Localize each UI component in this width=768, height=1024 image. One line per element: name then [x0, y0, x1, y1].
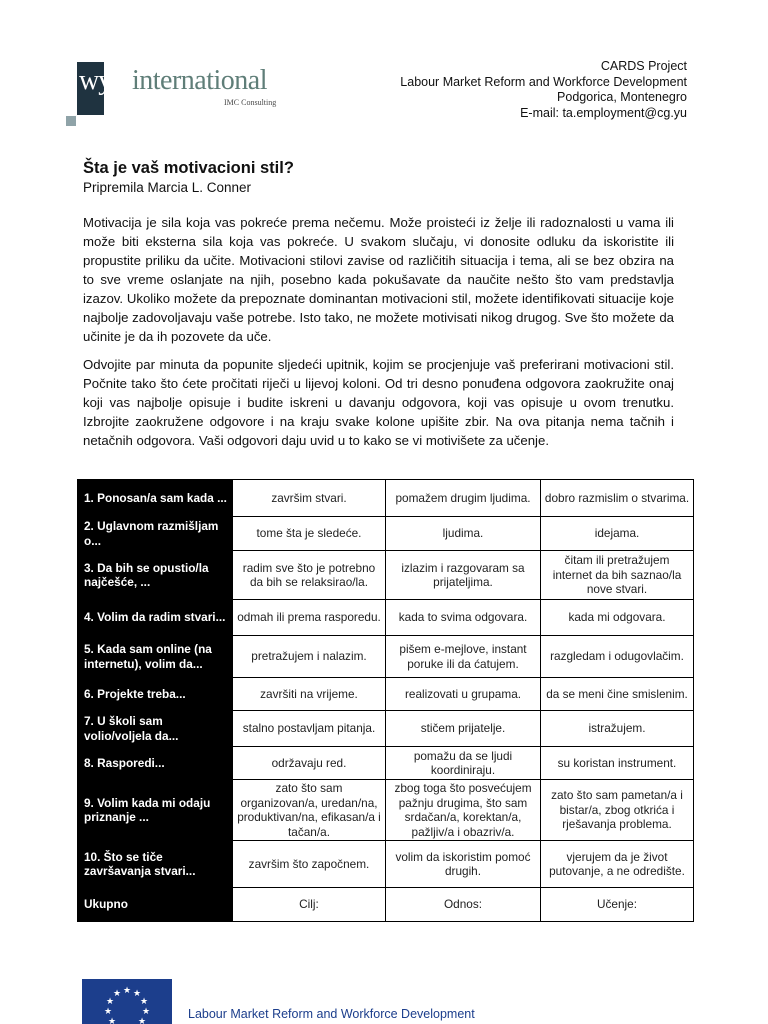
- answer-goal-cell[interactable]: zato što sam organizovan/a, uredan/na, produktivan/na, efikasan/a i tačan/a.: [233, 780, 386, 841]
- answer-relation-cell[interactable]: pišem e-mejlove, instant poruke ili da ćatujem.: [386, 636, 541, 678]
- table-row: [78, 678, 694, 711]
- svg-text:★: ★: [107, 1017, 117, 1024]
- svg-text:★: ★: [139, 997, 149, 1007]
- answer-learning-cell[interactable]: su koristan instrument.: [541, 747, 694, 780]
- intro-paragraph: Motivacija je sila koja vas pokreće prema nečemu. Može proisteći iz želje ili radoznalosti u vama ili može biti eksterna sila koja vas pokreće. U svakom slučaju, vi donosite odluku da iskoristite ili propustite priliku da učite. Motivacioni stilovi zavise od različitih situacija i tema, ali se bez obzira na to sve vreme oslanjate na njih, posebno kada pokušavate da naučite nešto što vam predstavlja izazov. Ukoliko možete da prepoznate dominantan motivacioni stil, možete identifikovati situacije koje najbolje zadovoljavaju vaše potrebe. Isto tako, ne možete motivisati nikog drugog. Sve što možete da učinite je da ih pozovete da uče.: [83, 215, 674, 344]
- answer-goal-cell[interactable]: završim što započnem.: [233, 841, 386, 888]
- company-logo: [66, 60, 281, 128]
- svg-text:★: ★: [132, 989, 142, 999]
- header-project: CARDS Project: [600, 59, 687, 73]
- svg-text:★: ★: [122, 986, 132, 996]
- document-author: Pripremila Marcia L. Conner: [83, 180, 252, 195]
- table-row: [78, 841, 694, 888]
- question-cell: 5. Kada sam online (na internetu), volim da...: [78, 636, 233, 678]
- table-row: [78, 480, 694, 517]
- answer-relation-cell[interactable]: izlazim i razgovaram sa prijateljima.: [386, 551, 541, 600]
- header-program: Labour Market Reform and Workforce Development: [400, 74, 687, 89]
- answer-learning-cell[interactable]: da se meni čine smislenim.: [541, 678, 694, 711]
- answer-relation-cell[interactable]: volim da iskoristim pomoć drugih.: [386, 841, 541, 888]
- answer-relation-cell[interactable]: ljudima.: [386, 517, 541, 551]
- question-cell: 10. Što se tiče završavanja stvari...: [78, 841, 233, 888]
- instructions-paragraph: Odvojite par minuta da popunite sljedeći upitnik, kojim se procjenjuje vaš preferirani motivacioni stil. Počnite tako što ćete pročitati riječi u lijevoj koloni. Od tri desno ponuđena odgovora zaokružite onaj koji vas najbolje opisuje i budite iskreni u davanju odgovora, koji vas opisuje u ovom trenutku. Izbrojite zaokružene odgovore i na kraju svake kolone upišite zbir. Na ova pitanja nema tačnih i netačnih odgovora. Vaši odgovori daju uvid u to kako se vi motivišete za učenje.: [83, 357, 674, 448]
- total-row: [78, 888, 694, 922]
- answer-learning-cell[interactable]: kada mi odgovara.: [541, 600, 694, 636]
- table-row: [78, 780, 694, 841]
- total-label: Ukupno: [78, 888, 233, 922]
- table-row: [78, 551, 694, 600]
- answer-learning-cell[interactable]: dobro razmislim o stvarima.: [541, 480, 694, 517]
- answer-learning-cell[interactable]: razgledam i odugovlačim.: [541, 636, 694, 678]
- table-row: [78, 600, 694, 636]
- question-cell: 9. Volim kada mi odaju priznanje ...: [78, 780, 233, 841]
- answer-goal-cell[interactable]: odmah ili prema rasporedu.: [233, 600, 386, 636]
- answer-relation-cell[interactable]: kada to svima odgovara.: [386, 600, 541, 636]
- answer-relation-cell[interactable]: realizovati u grupama.: [386, 678, 541, 711]
- logo-wyg-text: wyg: [79, 65, 125, 96]
- table-row: [78, 711, 694, 747]
- question-cell: 2. Uglavnom razmišljam o...: [78, 517, 233, 551]
- header-location: Podgorica, Montenegro: [557, 90, 687, 104]
- question-cell: 6. Projekte treba...: [78, 678, 233, 711]
- svg-text:★: ★: [103, 1007, 113, 1017]
- answer-learning-cell[interactable]: idejama.: [541, 517, 694, 551]
- footer-text: Labour Market Reform and Workforce Development: [188, 1007, 475, 1021]
- document-title: Šta je vaš motivacioni stil?: [83, 159, 294, 177]
- question-cell: 7. U školi sam volio/voljela da...: [78, 711, 233, 747]
- table-row: [78, 636, 694, 678]
- answer-learning-cell[interactable]: vjerujem da je život putovanje, a ne odredište.: [541, 841, 694, 888]
- logo-small-square: [66, 116, 76, 126]
- eu-flag-logo: [82, 979, 172, 1024]
- answer-relation-cell[interactable]: zbog toga što posvećujem pažnju drugima, što sam srdačan/a, korektan/a, pažljiv/a i obazriv/a.: [386, 780, 541, 841]
- answer-goal-cell[interactable]: završiti na vrijeme.: [233, 678, 386, 711]
- logo-tagline: IMC Consulting: [224, 98, 277, 107]
- table-row: [78, 747, 694, 780]
- project-header: [400, 59, 687, 121]
- answer-goal-cell[interactable]: stalno postavljam pitanja.: [233, 711, 386, 747]
- answer-relation-cell[interactable]: stičem prijatelje.: [386, 711, 541, 747]
- answer-goal-cell[interactable]: završim stvari.: [233, 480, 386, 517]
- question-cell: 8. Rasporedi...: [78, 747, 233, 780]
- question-cell: 1. Ponosan/a sam kada ...: [78, 480, 233, 517]
- questionnaire-table: [77, 479, 694, 922]
- question-cell: 4. Volim da radim stvari...: [78, 600, 233, 636]
- answer-goal-cell[interactable]: održavaju red.: [233, 747, 386, 780]
- question-cell: 3. Da bih se opustio/la najčešće, ...: [78, 551, 233, 600]
- answer-goal-cell[interactable]: tome šta je sledeće.: [233, 517, 386, 551]
- svg-text:★: ★: [105, 997, 115, 1007]
- answer-goal-cell[interactable]: radim sve što je potrebno da bih se relaksirao/la.: [233, 551, 386, 600]
- answer-goal-cell[interactable]: pretražujem i nalazim.: [233, 636, 386, 678]
- header-email: E-mail: ta.employment@cg.yu: [520, 105, 687, 120]
- svg-text:★: ★: [112, 989, 122, 999]
- total-learning-cell[interactable]: Učenje:: [541, 888, 694, 922]
- answer-learning-cell[interactable]: istražujem.: [541, 711, 694, 747]
- svg-text:★: ★: [137, 1017, 147, 1024]
- logo-international-text: international: [132, 65, 268, 96]
- eu-stars-icon: [82, 979, 172, 1024]
- total-goal-cell[interactable]: Cilj:: [233, 888, 386, 922]
- table-row: [78, 517, 694, 551]
- answer-learning-cell[interactable]: zato što sam pametan/a i bistar/a, zbog otkrića i rješavanja problema.: [541, 780, 694, 841]
- svg-text:★: ★: [141, 1007, 151, 1017]
- answer-learning-cell[interactable]: čitam ili pretražujem internet da bih saznao/la nove stvari.: [541, 551, 694, 600]
- answer-relation-cell[interactable]: pomažu da se ljudi koordiniraju.: [386, 747, 541, 780]
- answer-relation-cell[interactable]: pomažem drugim ljudima.: [386, 480, 541, 517]
- total-relation-cell[interactable]: Odnos:: [386, 888, 541, 922]
